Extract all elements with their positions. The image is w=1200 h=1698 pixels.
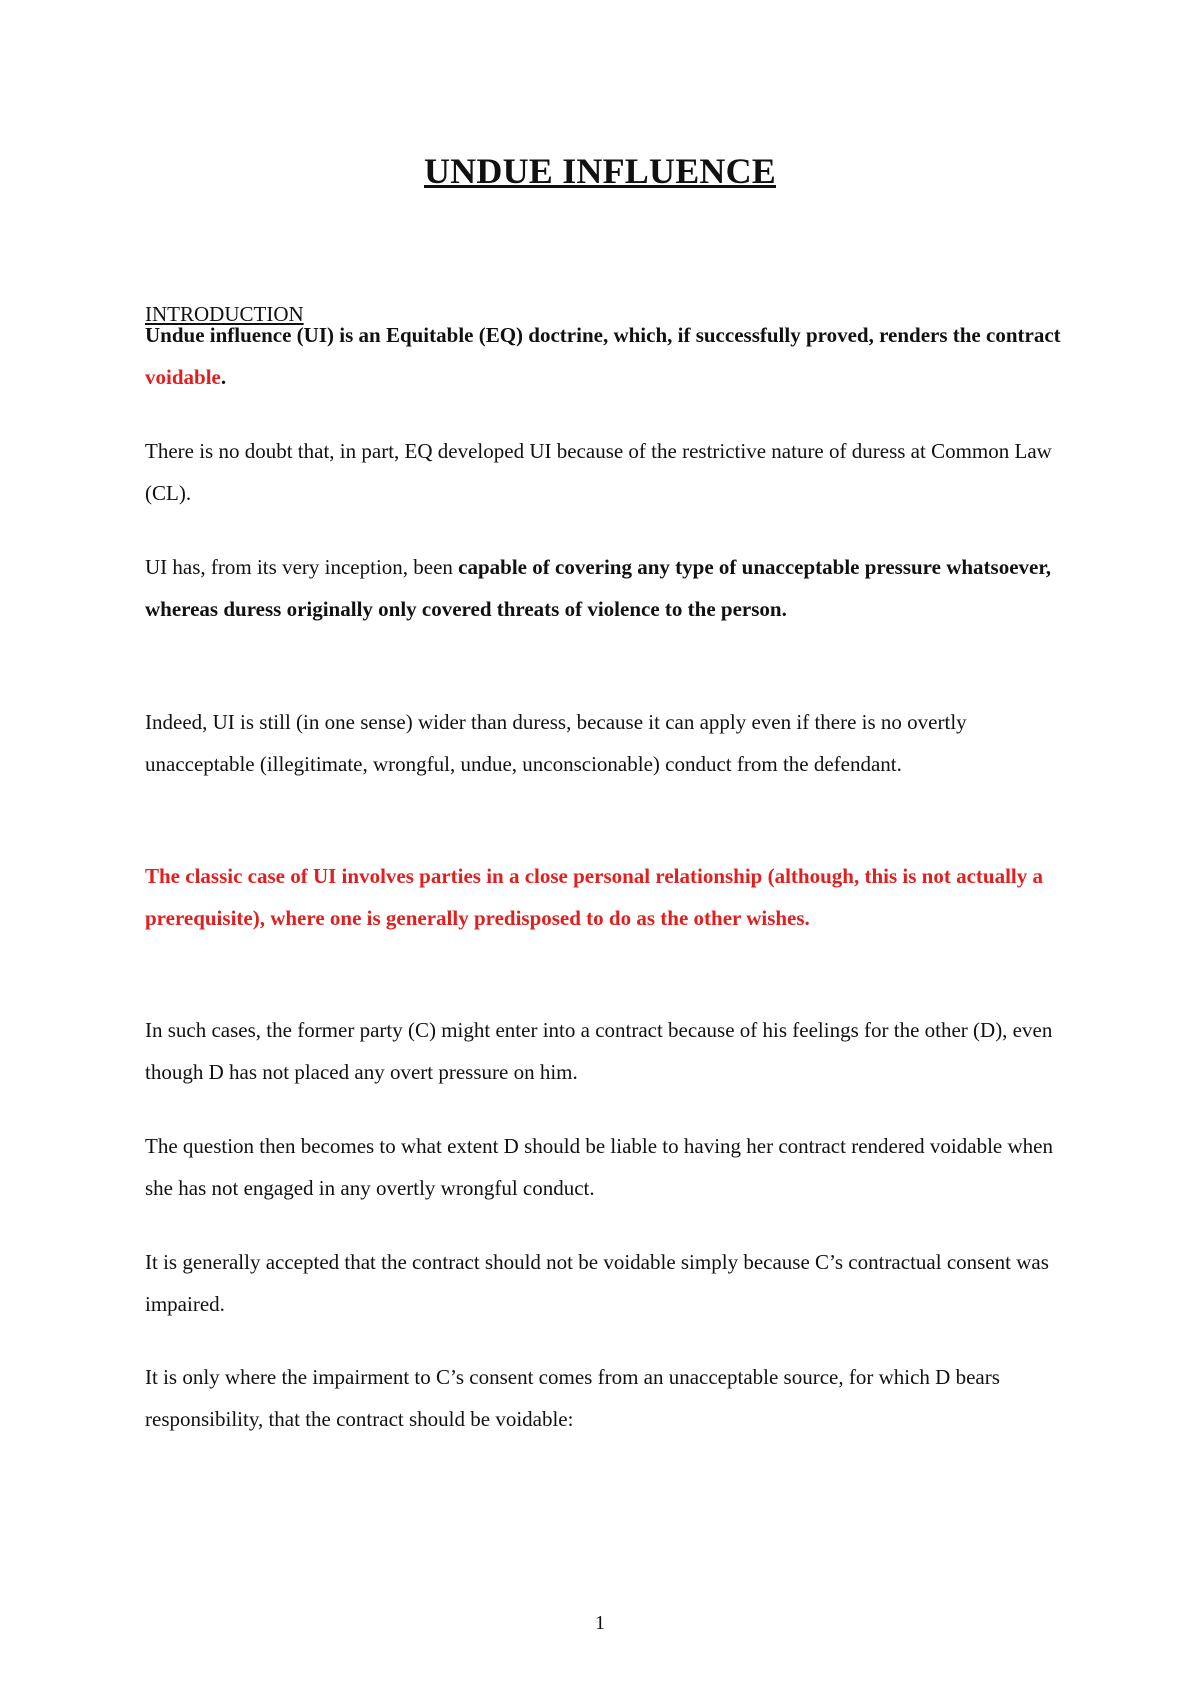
page-number: 1 (595, 1612, 605, 1634)
definition-end: . (220, 365, 227, 389)
paragraph-definition (145, 314, 1065, 398)
paragraph-classic-case: The classic case of UI involves parties in a close personal relationship (although, this is not actually a prerequisite), where one is generally predisposed to do as the other wishes. (145, 864, 1043, 930)
page-title: UNDUE INFLUENCE (423, 151, 777, 191)
paragraph-scope (145, 546, 1065, 630)
scope-bold-text: capable of covering any type of unacceptable pressure whatsoever, whereas duress originally only covered threats of violence to the person. (145, 555, 1051, 621)
scope-plain-text: UI has, from its very inception, been (145, 555, 459, 579)
section-heading-introduction: INTRODUCTION (145, 302, 304, 326)
paragraph-unacceptable-source: It is only where the impairment to C’s consent comes from an unacceptable source, for which D bears responsibility, that the contract should be voidable: (145, 1365, 1000, 1431)
voidable-emphasis: voidable (145, 365, 221, 389)
paragraph-wider-than-duress: Indeed, UI is still (in one sense) wider than duress, because it can apply even if there is no overtly unacceptable (illegitimate, wrongful, undue, unconscionable) conduct from the defendant. (145, 710, 967, 776)
paragraph-such-cases: In such cases, the former party (C) might enter into a contract because of his feelings for the other (D), even though D has not placed any overt pressure on him. (145, 1018, 1053, 1084)
paragraph-question: The question then becomes to what extent D should be liable to having her contract rendered voidable when she has not engaged in any overtly wrongful conduct. (145, 1134, 1053, 1200)
definition-text: Undue influence (UI) is an Equitable (EQ) doctrine, which, if successfully proved, renders the contract (145, 323, 1061, 347)
paragraph-generally-accepted: It is generally accepted that the contract should not be voidable simply because C’s contractual consent was impaired. (145, 1250, 1049, 1316)
paragraph-origin: There is no doubt that, in part, EQ developed UI because of the restrictive nature of duress at Common Law (CL). (145, 439, 1052, 505)
